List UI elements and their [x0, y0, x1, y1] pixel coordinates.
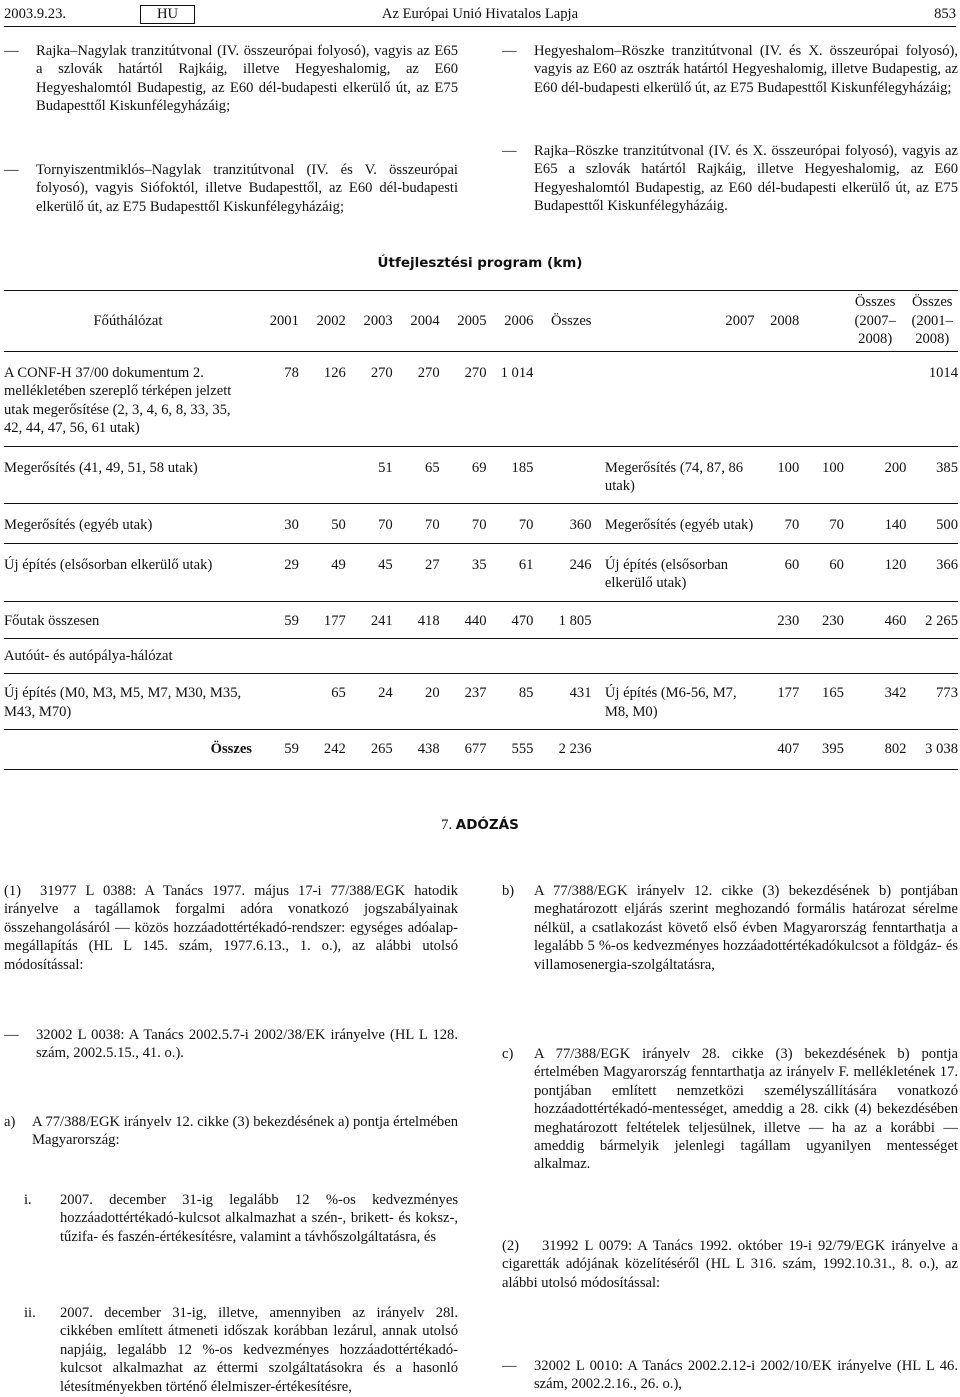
row-label: Új építés (M0, M3, M5, M7, M30, M35, M43, M70) [4, 674, 252, 730]
row-label: A CONF-H 37/00 dokumentum 2. mellékletében szereplő térképen jelzett utak megerősítése (2, 3, 4, 6, 8, 33, 35, 42, 44, 47, 56, 61 utak) [4, 365, 232, 437]
cell [533, 446, 591, 504]
row-label: Megerősítés (egyéb utak) [4, 504, 252, 543]
directive-item-1 [4, 882, 458, 974]
cell: 2 236 [533, 730, 591, 769]
cell: 30 [252, 504, 299, 543]
item-text: 31992 L 0079: A Tanács 1992. október 19-i 92/79/EGK irányelve a cigaretták adójának közelítéséről (HL L 316. szám, 1992.10.31., 8. o.), az alábbi utolsó módosítással: [502, 1238, 958, 1291]
cell: 70 [755, 504, 800, 543]
cell: 70 [440, 504, 487, 543]
cell: 177 [299, 601, 346, 638]
header-sum-2007-2008: Összes (2007–2008) [844, 291, 907, 352]
cell: 59 [252, 601, 299, 638]
point-text: A 77/388/EGK irányelv 28. cikke (3) bekezdésének b) pontja értelmében Magyarország fenntarthatja az irányelv F. mellékletének 17. pontjában említett nemzetközi személyszállítására vonatkozó hozzáadottértékadó-mentességet, ameddig a 28. cikk (4) bekezdésében meghatározott feltételek teljesülnek, illetve — ha az a korábbi — ameddig bármelyik jelenlegi tagállam ugyanilyen mentességet alkalmaz. [534, 1046, 958, 1173]
cell: 2 265 [906, 601, 958, 638]
header-label: Főúthálózat [4, 291, 252, 352]
cell: 51 [346, 446, 393, 504]
header-year: 2008 [755, 291, 800, 352]
point-text: A 77/388/EGK irányelv 12. cikke (3) bekezdésének b) pontjában meghatározott eljárás szerint meghozandó formális határozat sérelme nélkül, a csatlakozást követő első évben Magyarország fenntarthatja a legalább 5 %-os kedvezményes hozzáadottértékadókulcsot a földgáz- és villamosenergia-szolgáltatásra, [534, 883, 958, 973]
row-label-2: Új építés (elsősorban elkerülő utak) [605, 543, 755, 601]
language-badge: HU [140, 5, 195, 24]
cell: 407 [755, 730, 800, 769]
point-a [4, 1113, 458, 1153]
cell: 270 [464, 365, 487, 381]
publication-date: 2003.9.23. [4, 6, 67, 22]
table-total-row [4, 730, 958, 769]
table-row [4, 352, 958, 447]
cell: 140 [844, 504, 907, 543]
cell: 395 [799, 730, 844, 769]
cell: 65 [393, 446, 440, 504]
cell: 45 [346, 543, 393, 601]
route-text: Rajka–Röszke tranzitútvonal (IV. és X. összeurópai folyosó), vagyis az E65 a szlovák határtól Rajkáig, illetve Hegyeshalomig, az E60 Hegyeshalomtól Budapestig, az E60 dél-budapesti elkerülő út, az E75 Budapesttől Kiskunfélegyházáig. [534, 143, 958, 215]
route-item-tornyiszentmiklos [4, 161, 458, 217]
point-label: b) [502, 883, 515, 899]
cell: 270 [417, 365, 440, 381]
cell [844, 352, 907, 447]
cell: 418 [393, 601, 440, 638]
row-label-2 [605, 352, 755, 447]
table-row [4, 543, 958, 601]
dash-marker: — [4, 43, 19, 59]
section-label: Autóút- és autópálya-hálózat [4, 639, 958, 674]
cell: 438 [393, 730, 440, 769]
cell [799, 352, 844, 447]
cell: 70 [799, 504, 844, 543]
cell: 1 805 [533, 601, 591, 638]
cell: 35 [440, 543, 487, 601]
cell: 246 [533, 543, 591, 601]
cell: 165 [799, 674, 844, 730]
route-text: Rajka–Nagylak tranzitútvonal (IV. összeurópai folyosó), vagyis az E65 a szlovák határtól Rajkáig, illetve Hegyeshalomig, az E60 Hegyeshalomtól Budapestig, az E60 dél-budapesti elkerülő út, az E75 Budapesttől Kiskunfélegyházáig; [36, 43, 458, 115]
dash-marker: — [502, 43, 517, 59]
item-text: 31977 L 0388: A Tanács 1977. május 17-i 77/388/EGK hatodik irányelve a tagállamok forgalmi adóra vonatkozó jogszabályainak összehangolásáról — közös hozzáadottértékadó-rendszer: egységes adóalap-megállapítás (HL L 145. szám, 1977.6.13., 1. o.), az alábbi utolsó módosítással: [4, 883, 458, 973]
cell: 100 [755, 446, 800, 504]
cell: 200 [844, 446, 907, 504]
cell: 460 [844, 601, 907, 638]
cell [299, 446, 346, 504]
point-c [502, 1045, 958, 1175]
cell: 61 [487, 543, 534, 601]
row-label-2: Megerősítés (74, 87, 86 utak) [605, 446, 755, 504]
cell: 126 [323, 365, 346, 381]
row-label: Új építés (elsősorban elkerülő utak) [4, 543, 252, 601]
cell: 265 [346, 730, 393, 769]
cell: 185 [487, 446, 534, 504]
cell: 24 [346, 674, 393, 730]
cell: 69 [440, 446, 487, 504]
route-item-rajka-nagylak [4, 42, 458, 122]
cell: 242 [299, 730, 346, 769]
page-number: 853 [934, 6, 956, 22]
subpoint-i [24, 1191, 458, 1269]
cell: 50 [299, 504, 346, 543]
cell [252, 674, 299, 730]
subpoint-label: ii. [24, 1305, 36, 1321]
cell: 70 [487, 504, 534, 543]
amendment-text: 32002 L 0010: A Tanács 2002.2.12-i 2002/10/EK irányelve (HL L 46. szám, 2002.2.16., 26. o.), [534, 1358, 958, 1393]
cell: 120 [844, 543, 907, 601]
section-title: ADÓZÁS [455, 817, 519, 833]
route-text: Tornyiszentmiklós–Nagylak tranzitútvonal (IV. és V. összeurópai folyosó), vagyis Siófoktól, illetve Budapesttől, az E60 dél-budapesti elkerülő út, az E75 Budapesttől Kiskunfélegyházáig; [36, 162, 458, 215]
point-b [502, 882, 958, 974]
cell: 20 [393, 674, 440, 730]
section-number: 7. [441, 817, 453, 833]
page-header [4, 2, 956, 27]
cell: 555 [487, 730, 534, 769]
cell: 100 [799, 446, 844, 504]
directive-item-2 [502, 1237, 958, 1293]
header-year: 2006 [487, 291, 534, 352]
dash-marker: — [4, 162, 19, 178]
header-sum: Összes [533, 291, 591, 352]
cell: 440 [440, 601, 487, 638]
table-row [4, 674, 958, 730]
road-program-table [4, 290, 958, 770]
point-label: c) [502, 1046, 514, 1062]
cell [755, 352, 800, 447]
cell: 60 [755, 543, 800, 601]
cell: 270 [370, 365, 393, 381]
cell: 230 [755, 601, 800, 638]
item-number: (2) [502, 1238, 520, 1254]
table-section-row [4, 639, 958, 674]
cell: 78 [284, 365, 299, 381]
amendment-dash-1 [4, 1026, 458, 1066]
subpoint-text: 2007. december 31-ig, illetve, amennyiben az irányelv 28l. cikkében említett átmeneti időszak korábban lezárul, annak utolsó napjáig, legalább 12 %-os kedvezményes hozzáadottértékadó-kulcsot alkalmazhat az éttermi szolgáltatásokra és a hasonló létesítményekben történő élelmiszer-értékesítésre, [60, 1305, 458, 1395]
header-year: 2007 [605, 291, 755, 352]
cell: 366 [906, 543, 958, 601]
cell: 230 [799, 601, 844, 638]
amendment-dash-2 [502, 1357, 958, 1397]
cell: 59 [252, 730, 299, 769]
subpoint-label: i. [24, 1192, 32, 1208]
cell: 1014 [928, 365, 958, 381]
cell: 27 [393, 543, 440, 601]
cell: 677 [440, 730, 487, 769]
row-label-2 [605, 601, 755, 638]
table-row [4, 504, 958, 543]
total-label: Összes [4, 730, 252, 769]
cell: 85 [487, 674, 534, 730]
table-row [4, 601, 958, 638]
header-year: 2005 [440, 291, 487, 352]
cell: 241 [346, 601, 393, 638]
table-row [4, 446, 958, 504]
cell: 70 [393, 504, 440, 543]
cell: 342 [844, 674, 907, 730]
subpoint-text: 2007. december 31-ig legalább 12 %-os kedvezményes hozzáadottértékadó-kulcsot alkalmazhat a szén-, brikett- és koksz-, tűzifa- és faszén-értékesítésre, valamint a távhőszolgáltatásra, és [60, 1192, 458, 1245]
route-item-rajka-roszke [502, 142, 958, 218]
table-header-row [4, 291, 958, 352]
header-year: 2001 [252, 291, 299, 352]
cell: 773 [906, 674, 958, 730]
cell [252, 446, 299, 504]
journal-title: Az Európai Unió Hivatalos Lapja [381, 6, 579, 22]
cell: 70 [346, 504, 393, 543]
header-year: 2004 [393, 291, 440, 352]
cell [533, 352, 591, 447]
header-year: 2003 [346, 291, 393, 352]
header-sum-2001-2008: Összes (2001–2008) [906, 291, 958, 352]
cell: 237 [440, 674, 487, 730]
cell: 385 [906, 446, 958, 504]
section-heading [0, 816, 960, 834]
cell: 29 [252, 543, 299, 601]
row-label-2: Megerősítés (egyéb utak) [605, 504, 755, 543]
cell: 177 [755, 674, 800, 730]
dash-marker: — [502, 1358, 517, 1374]
cell: 360 [533, 504, 591, 543]
row-label: Megerősítés (41, 49, 51, 58 utak) [4, 446, 252, 504]
row-label: Főutak összesen [4, 601, 252, 638]
cell: 60 [799, 543, 844, 601]
cell: 1 014 [500, 365, 534, 381]
item-number: (1) [4, 883, 22, 899]
route-item-hegyeshalom-roszke [502, 42, 958, 122]
cell: 49 [299, 543, 346, 601]
point-text: A 77/388/EGK irányelv 12. cikke (3) bekezdésének a) pontja értelmében Magyarország: [32, 1114, 458, 1149]
point-label: a) [4, 1114, 16, 1130]
row-label-2 [605, 730, 755, 769]
route-text: Hegyeshalom–Röszke tranzitútvonal (IV. és X. összeurópai folyosó), vagyis az E60 az osztrák határtól Hegyeshalomig, illetve Budapestig, az E60 dél-budapesti elkerülő út, az E75 Budapesttől Kiskunfélegyházáig; [534, 43, 958, 96]
cell: 65 [299, 674, 346, 730]
cell: 802 [844, 730, 907, 769]
header-year: 2002 [299, 291, 346, 352]
cell: 3 038 [906, 730, 958, 769]
table-title: Útfejlesztési program (km) [377, 255, 583, 271]
cell: 470 [487, 601, 534, 638]
cell: 431 [533, 674, 591, 730]
dash-marker: — [4, 1027, 19, 1043]
row-label-2: Új építés (M6-56, M7, M8, M0) [605, 674, 755, 730]
subpoint-ii [24, 1304, 458, 1396]
cell: 500 [906, 504, 958, 543]
amendment-text: 32002 L 0038: A Tanács 2002.5.7-i 2002/38/EK irányelve (HL L 128. szám, 2002.5.15., 41. o.). [36, 1027, 458, 1062]
dash-marker: — [502, 143, 517, 159]
